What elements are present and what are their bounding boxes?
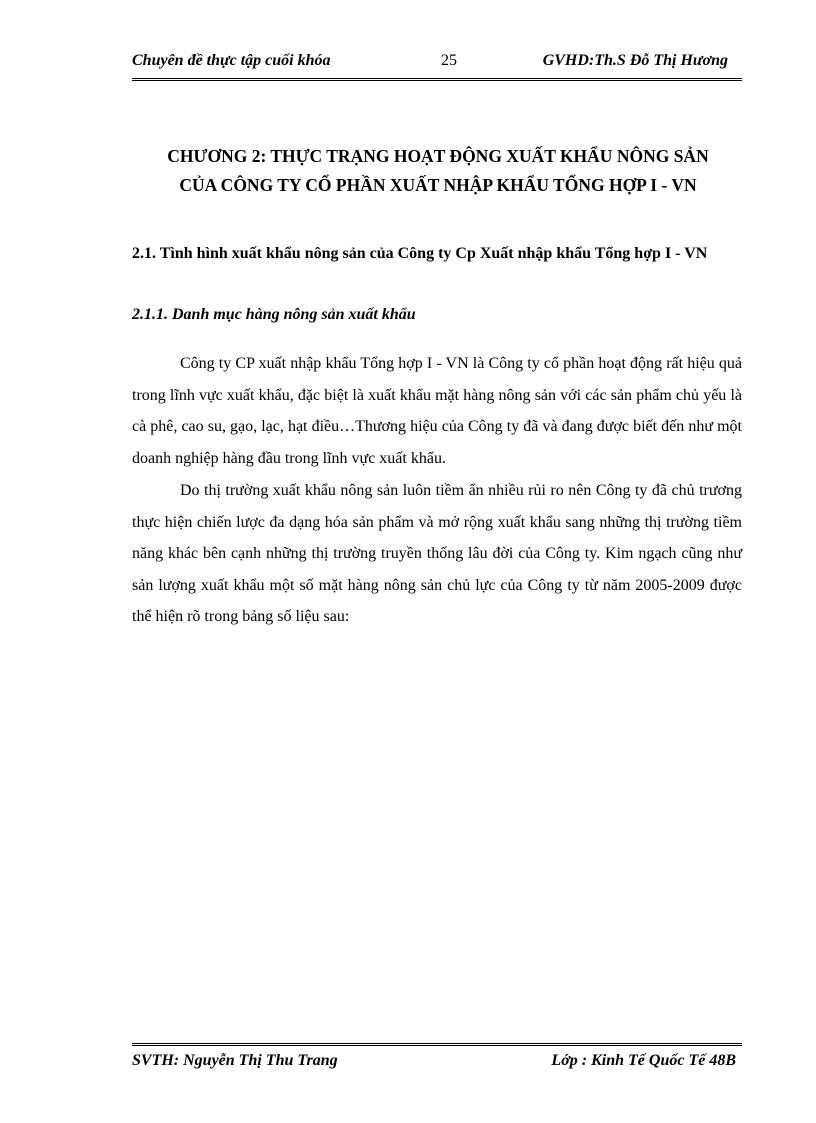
header-report-title: Chuyên đề thực tập cuối khóa	[132, 52, 331, 69]
header-supervisor: GVHD:Th.S Đỗ Thị Hương	[542, 52, 728, 69]
chapter-title-line-1: CHƯƠNG 2: THỰC TRẠNG HOẠT ĐỘNG XUẤT KHẨU NÔNG SẢN	[167, 146, 709, 166]
subsection-heading: 2.1.1. Danh mục hàng nông sản xuất khẩu	[132, 306, 416, 323]
section-heading: 2.1. Tình hình xuất khẩu nông sản của Công ty Cp Xuất nhập khẩu Tổng hợp I - VN	[132, 245, 708, 262]
body-paragraph-1: Công ty CP xuất nhập khẩu Tổng hợp I - VN là Công ty cổ phần hoạt động rất hiệu quả trong lĩnh vực xuất khẩu, đặc biệt là xuất khẩu mặt hàng nông sản với các sản phẩm chủ yếu là cà phê, cao su, gạo, lạc, hạt điều…Thương hiệu của Công ty đã và đang được biết đến như một doanh nghiệp hàng đầu trong lĩnh vực xuất khẩu.	[132, 355, 742, 467]
chapter-title-line-2: CỦA CÔNG TY CỔ PHẦN XUẤT NHẬP KHẨU TỔNG HỢP I - VN	[179, 175, 697, 195]
page-footer	[132, 1043, 742, 1080]
footer-class: Lớp : Kinh Tế Quốc Tế 48B	[551, 1052, 736, 1069]
chapter-title	[100, 142, 776, 200]
page-number: 25	[441, 52, 457, 69]
page-header	[132, 50, 742, 81]
body-paragraph-2: Do thị trường xuất khẩu nông sản luôn tiềm ẩn nhiều rủi ro nên Công ty đã chủ trương thực hiện chiến lược đa dạng hóa sản phẩm và mở rộng xuất khẩu sang những thị trường tiềm năng khác bên cạnh những thị trường truyền thống lâu đời của Công ty. Kim ngạch cũng như sản lượng xuất khẩu một số mặt hàng nông sản chủ lực của Công ty từ năm 2005-2009 được thể hiện rõ trong bảng số liệu sau:	[132, 482, 742, 625]
footer-student: SVTH: Nguyễn Thị Thu Trang	[132, 1052, 338, 1069]
